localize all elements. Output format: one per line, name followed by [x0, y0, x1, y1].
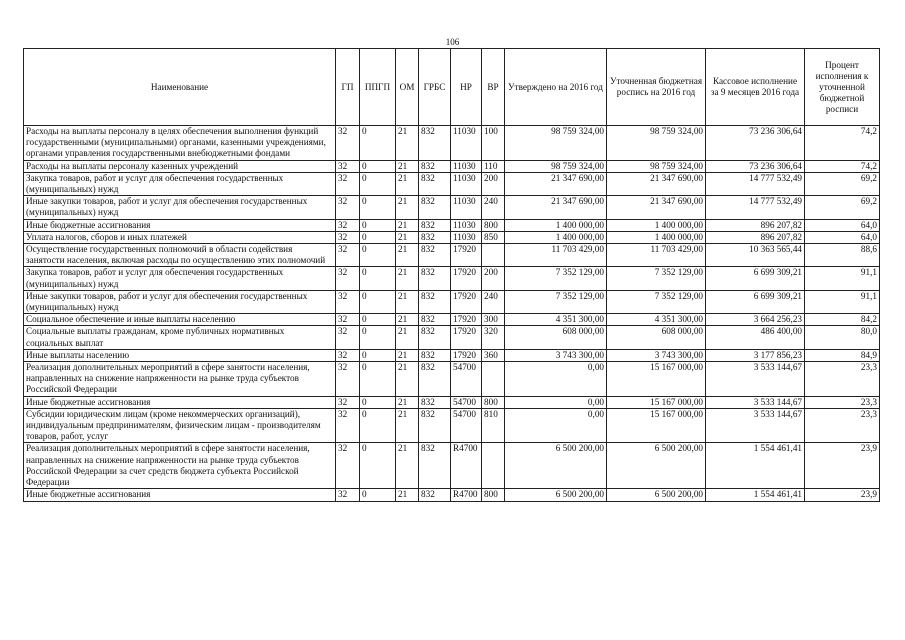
cell-om: 21: [396, 314, 419, 326]
cell-refined: 15 167 000,00: [607, 362, 706, 397]
cell-percent: 74,2: [805, 160, 880, 172]
cell-name: Реализация дополнительных мероприятий в сфере занятости населения, направленных на снижение напряженности на рынке труда субъектов Российской Федерации за счет средств бюджета субъекта Российской Федерации: [24, 443, 336, 489]
cell-om: 21: [396, 326, 419, 349]
cell-ppgp: 0: [360, 126, 396, 161]
cell-ppgp: 0: [360, 349, 396, 361]
cell-om: 21: [396, 349, 419, 361]
cell-approved: 11 703 429,00: [505, 244, 607, 267]
cell-np: 17920: [451, 314, 482, 326]
cell-vr: 800: [482, 489, 505, 501]
cell-gp: 32: [336, 443, 360, 489]
cell-grbs: 832: [419, 314, 451, 326]
cell-om: 21: [396, 443, 419, 489]
cell-np: R4700: [451, 443, 482, 489]
cell-ppgp: 0: [360, 267, 396, 290]
table-row: [24, 408, 880, 443]
cell-cash: 6 699 309,21: [706, 267, 805, 290]
table-row: [24, 362, 880, 397]
cell-percent: 23,9: [805, 489, 880, 501]
cell-percent: 84,2: [805, 314, 880, 326]
cell-refined: 15 167 000,00: [607, 396, 706, 408]
cell-approved: 0,00: [505, 408, 607, 443]
cell-gp: 32: [336, 231, 360, 243]
cell-vr: 360: [482, 349, 505, 361]
cell-np: 11030: [451, 231, 482, 243]
cell-refined: 7 352 129,00: [607, 267, 706, 290]
cell-np: 17920: [451, 290, 482, 313]
cell-percent: 88,6: [805, 244, 880, 267]
table-row: [24, 267, 880, 290]
cell-gp: 32: [336, 160, 360, 172]
cell-cash: 3 533 144,67: [706, 408, 805, 443]
cell-cash: 896 207,82: [706, 231, 805, 243]
cell-grbs: 832: [419, 244, 451, 267]
cell-approved: 1 400 000,00: [505, 219, 607, 231]
cell-gp: 32: [336, 172, 360, 195]
cell-cash: 73 236 306,64: [706, 126, 805, 161]
cell-np: 54700: [451, 362, 482, 397]
table-row: [24, 172, 880, 195]
cell-percent: 23,3: [805, 408, 880, 443]
cell-om: 21: [396, 489, 419, 501]
cell-cash: 3 533 144,67: [706, 396, 805, 408]
cell-name: Иные выплаты населению: [24, 349, 336, 361]
cell-name: Реализация дополнительных мероприятий в сфере занятости населения, направленных на снижение напряженности на рынке труда субъектов Российской Федерации: [24, 362, 336, 397]
cell-cash: 3 533 144,67: [706, 362, 805, 397]
cell-vr: 300: [482, 314, 505, 326]
header-grbs: ГРБС: [419, 49, 451, 126]
cell-grbs: 832: [419, 408, 451, 443]
cell-percent: 64,0: [805, 231, 880, 243]
cell-name: Иные закупки товаров, работ и услуг для обеспечения государственных (муниципальных) нужд: [24, 290, 336, 313]
cell-cash: 3 177 856,23: [706, 349, 805, 361]
cell-grbs: 832: [419, 219, 451, 231]
cell-refined: 21 347 690,00: [607, 196, 706, 219]
cell-np: 11030: [451, 126, 482, 161]
cell-approved: 6 500 200,00: [505, 489, 607, 501]
cell-np: R4700: [451, 489, 482, 501]
cell-np: 11030: [451, 219, 482, 231]
cell-grbs: 832: [419, 126, 451, 161]
table-row: [24, 489, 880, 501]
cell-ppgp: 0: [360, 408, 396, 443]
cell-refined: 11 703 429,00: [607, 244, 706, 267]
cell-om: 21: [396, 196, 419, 219]
cell-percent: 74,2: [805, 126, 880, 161]
cell-grbs: 832: [419, 160, 451, 172]
cell-grbs: 832: [419, 196, 451, 219]
cell-np: 17920: [451, 326, 482, 349]
cell-np: 17920: [451, 349, 482, 361]
cell-vr: 800: [482, 219, 505, 231]
table-body: [24, 126, 880, 502]
cell-ppgp: 0: [360, 172, 396, 195]
cell-vr: 800: [482, 396, 505, 408]
cell-approved: 21 347 690,00: [505, 196, 607, 219]
cell-approved: 7 352 129,00: [505, 267, 607, 290]
cell-percent: 23,3: [805, 362, 880, 397]
cell-grbs: 832: [419, 267, 451, 290]
cell-grbs: 832: [419, 349, 451, 361]
cell-om: 21: [396, 362, 419, 397]
cell-grbs: 832: [419, 326, 451, 349]
cell-grbs: 832: [419, 396, 451, 408]
table-header-row: [24, 49, 880, 126]
cell-grbs: 832: [419, 443, 451, 489]
cell-name: Иные бюджетные ассигнования: [24, 219, 336, 231]
cell-name: Расходы на выплаты персоналу казенных учреждений: [24, 160, 336, 172]
cell-ppgp: 0: [360, 231, 396, 243]
cell-cash: 486 400,00: [706, 326, 805, 349]
cell-vr: [482, 443, 505, 489]
cell-gp: 32: [336, 267, 360, 290]
table-row: [24, 326, 880, 349]
cell-approved: 98 759 324,00: [505, 160, 607, 172]
cell-percent: 23,9: [805, 443, 880, 489]
cell-name: Иные бюджетные ассигнования: [24, 489, 336, 501]
cell-name: Социальные выплаты гражданам, кроме публичных нормативных социальных выплат: [24, 326, 336, 349]
cell-name: Расходы на выплаты персоналу в целях обеспечения выполнения функций государственными (муниципальными) органами, казенными учреждениями, органами управления государственными внебюджетными фондами: [24, 126, 336, 161]
cell-approved: 7 352 129,00: [505, 290, 607, 313]
header-gp: ГП: [336, 49, 360, 126]
header-percent: Процент исполнения к уточненной бюджетной росписи: [805, 49, 880, 126]
cell-gp: 32: [336, 349, 360, 361]
cell-refined: 1 400 000,00: [607, 231, 706, 243]
cell-grbs: 832: [419, 362, 451, 397]
cell-approved: 21 347 690,00: [505, 172, 607, 195]
cell-refined: 608 000,00: [607, 326, 706, 349]
cell-vr: 110: [482, 160, 505, 172]
cell-vr: 200: [482, 172, 505, 195]
cell-grbs: 832: [419, 489, 451, 501]
cell-np: 17920: [451, 244, 482, 267]
header-name: Наименование: [24, 49, 336, 126]
cell-om: 21: [396, 396, 419, 408]
cell-name: Иные бюджетные ассигнования: [24, 396, 336, 408]
cell-cash: 10 363 565,44: [706, 244, 805, 267]
cell-refined: 1 400 000,00: [607, 219, 706, 231]
table-row: [24, 443, 880, 489]
header-refined: Уточненная бюджетная роспись на 2016 год: [607, 49, 706, 126]
cell-name: Социальное обеспечение и иные выплаты населению: [24, 314, 336, 326]
cell-cash: 6 699 309,21: [706, 290, 805, 313]
cell-vr: 240: [482, 196, 505, 219]
cell-approved: 4 351 300,00: [505, 314, 607, 326]
cell-vr: [482, 362, 505, 397]
table-row: [24, 160, 880, 172]
cell-approved: 608 000,00: [505, 326, 607, 349]
cell-approved: 0,00: [505, 362, 607, 397]
cell-vr: 100: [482, 126, 505, 161]
cell-name: Закупка товаров, работ и услуг для обеспечения государственных (муниципальных) нужд: [24, 172, 336, 195]
cell-vr: [482, 244, 505, 267]
cell-refined: 98 759 324,00: [607, 160, 706, 172]
cell-np: 17920: [451, 267, 482, 290]
cell-ppgp: 0: [360, 314, 396, 326]
page-number: 106: [445, 37, 460, 47]
cell-refined: 98 759 324,00: [607, 126, 706, 161]
budget-table: [23, 48, 880, 502]
cell-gp: 32: [336, 362, 360, 397]
cell-ppgp: 0: [360, 290, 396, 313]
cell-vr: 240: [482, 290, 505, 313]
table-row: [24, 290, 880, 313]
table-row: [24, 219, 880, 231]
cell-gp: 32: [336, 314, 360, 326]
cell-cash: 14 777 532,49: [706, 172, 805, 195]
cell-grbs: 832: [419, 172, 451, 195]
cell-vr: 200: [482, 267, 505, 290]
cell-gp: 32: [336, 408, 360, 443]
cell-name: Закупка товаров, работ и услуг для обеспечения государственных (муниципальных) нужд: [24, 267, 336, 290]
cell-np: 11030: [451, 160, 482, 172]
cell-name: Иные закупки товаров, работ и услуг для обеспечения государственных (муниципальных) нужд: [24, 196, 336, 219]
cell-np: 54700: [451, 396, 482, 408]
cell-om: 21: [396, 172, 419, 195]
cell-approved: 98 759 324,00: [505, 126, 607, 161]
cell-om: 21: [396, 126, 419, 161]
cell-om: 21: [396, 267, 419, 290]
cell-percent: 91,1: [805, 290, 880, 313]
cell-om: 21: [396, 408, 419, 443]
cell-gp: 32: [336, 126, 360, 161]
cell-om: 21: [396, 244, 419, 267]
cell-gp: 32: [336, 219, 360, 231]
cell-gp: 32: [336, 290, 360, 313]
header-om: ОМ: [396, 49, 419, 126]
cell-approved: 3 743 300,00: [505, 349, 607, 361]
cell-om: 21: [396, 231, 419, 243]
cell-gp: 32: [336, 244, 360, 267]
cell-cash: 896 207,82: [706, 219, 805, 231]
header-np: НР: [451, 49, 482, 126]
cell-ppgp: 0: [360, 396, 396, 408]
cell-np: 11030: [451, 196, 482, 219]
cell-percent: 69,2: [805, 196, 880, 219]
cell-refined: 6 500 200,00: [607, 489, 706, 501]
cell-vr: 850: [482, 231, 505, 243]
cell-percent: 23,3: [805, 396, 880, 408]
cell-name: Осуществление государственных полномочий в области содействия занятости населения, включая расходы по осуществлению этих полномочий: [24, 244, 336, 267]
cell-percent: 69,2: [805, 172, 880, 195]
cell-ppgp: 0: [360, 219, 396, 231]
cell-om: 21: [396, 160, 419, 172]
cell-om: 21: [396, 290, 419, 313]
table-row: [24, 244, 880, 267]
table-row: [24, 231, 880, 243]
cell-vr: 320: [482, 326, 505, 349]
cell-percent: 84,9: [805, 349, 880, 361]
cell-percent: 64,0: [805, 219, 880, 231]
table-row: [24, 314, 880, 326]
table-row: [24, 396, 880, 408]
cell-cash: 1 554 461,41: [706, 443, 805, 489]
table-row: [24, 126, 880, 161]
cell-gp: 32: [336, 326, 360, 349]
cell-refined: 6 500 200,00: [607, 443, 706, 489]
cell-ppgp: 0: [360, 489, 396, 501]
header-cash: Кассовое исполнение за 9 месяцев 2016 года: [706, 49, 805, 126]
cell-ppgp: 0: [360, 196, 396, 219]
cell-gp: 32: [336, 196, 360, 219]
cell-refined: 4 351 300,00: [607, 314, 706, 326]
cell-refined: 7 352 129,00: [607, 290, 706, 313]
cell-ppgp: 0: [360, 160, 396, 172]
cell-name: Субсидии юридическим лицам (кроме некоммерческих организаций), индивидуальным предпринимателям, физическим лицам - производителям товаров, работ, услуг: [24, 408, 336, 443]
cell-refined: 21 347 690,00: [607, 172, 706, 195]
cell-cash: 14 777 532,49: [706, 196, 805, 219]
cell-ppgp: 0: [360, 443, 396, 489]
cell-percent: 80,0: [805, 326, 880, 349]
cell-approved: 6 500 200,00: [505, 443, 607, 489]
header-vr: ВР: [482, 49, 505, 126]
cell-name: Уплата налогов, сборов и иных платежей: [24, 231, 336, 243]
cell-grbs: 832: [419, 290, 451, 313]
header-ppgp: ППГП: [360, 49, 396, 126]
cell-cash: 3 664 256,23: [706, 314, 805, 326]
cell-approved: 0,00: [505, 396, 607, 408]
cell-refined: 3 743 300,00: [607, 349, 706, 361]
cell-om: 21: [396, 219, 419, 231]
cell-np: 54700: [451, 408, 482, 443]
cell-cash: 1 554 461,41: [706, 489, 805, 501]
cell-approved: 1 400 000,00: [505, 231, 607, 243]
table-row: [24, 196, 880, 219]
cell-np: 11030: [451, 172, 482, 195]
header-approved: Утверждено на 2016 год: [505, 49, 607, 126]
cell-percent: 91,1: [805, 267, 880, 290]
table-row: [24, 349, 880, 361]
cell-ppgp: 0: [360, 244, 396, 267]
cell-grbs: 832: [419, 231, 451, 243]
cell-gp: 32: [336, 489, 360, 501]
cell-vr: 810: [482, 408, 505, 443]
cell-gp: 32: [336, 396, 360, 408]
cell-ppgp: 0: [360, 362, 396, 397]
cell-cash: 73 236 306,64: [706, 160, 805, 172]
cell-refined: 15 167 000,00: [607, 408, 706, 443]
cell-ppgp: 0: [360, 326, 396, 349]
